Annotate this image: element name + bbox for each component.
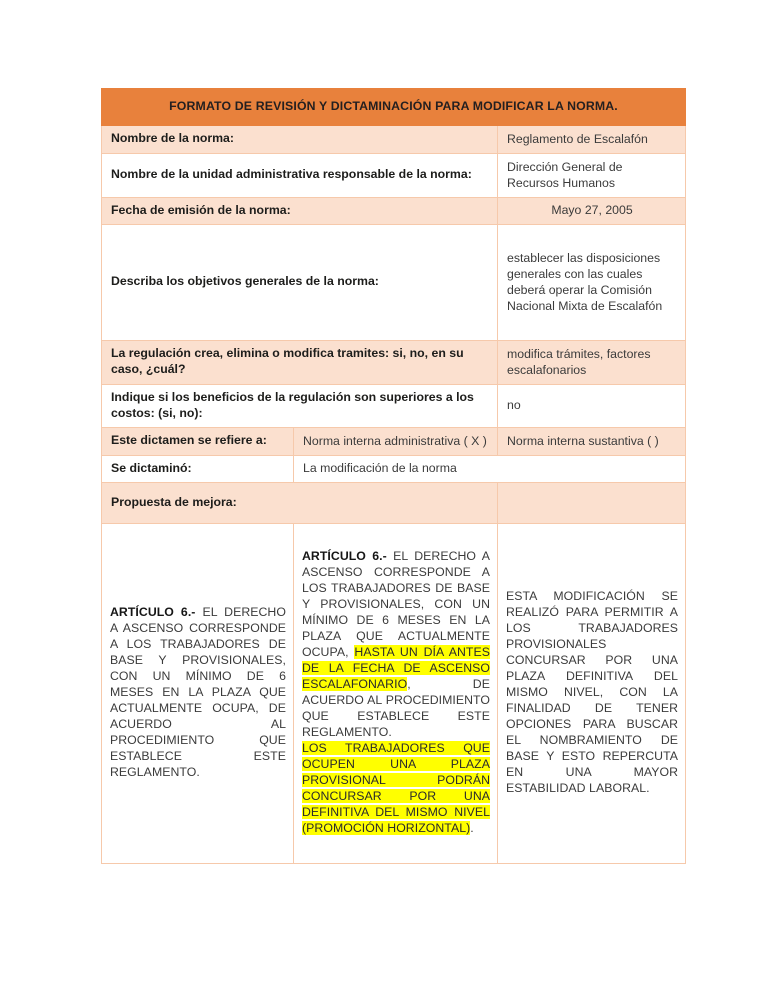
table-row-issue-date [102,197,686,224]
ruling-value: La modificación de la norma [294,455,686,482]
table-row-benefits [102,384,686,427]
norm-name-value: Reglamento de Escalafón [498,125,686,153]
benefits-value: no [498,384,686,427]
proposed-paragraph-2 [302,741,490,837]
table-row-improvement-header [102,482,686,523]
proposed-text-cell [294,523,498,863]
proposed-segment-3: . [470,821,474,836]
proposed-segment-1: EL DERECHO A ASCENSO CORRESPONDE A LOS TRABAJADORES DE BASE Y PROVISIONALES, CON UN MÍNIMO DE 6 MESES EN LA PLAZA QUE ACTUALMENTE OCUPA, [302,549,490,660]
improvement-label: Propuesta de mejora: [102,482,498,523]
table-row-procedures [102,340,686,384]
admin-unit-value: Dirección General de Recursos Humanos [498,153,686,197]
opinion-refers-label: Este dictamen se refiere a: [102,427,294,455]
objectives-label: Describa los objetivos generales de la norma: [102,224,498,340]
table-row-objectives [102,224,686,340]
proposed-highlight-1: HASTA UN DÍA ANTES DE LA FECHA DE ASCENSO ESCALAFONARIO [302,645,490,692]
table-row-opinion-type [102,427,686,455]
table-row-banner [102,89,686,126]
original-paragraph [110,605,286,781]
procedures-value: modifica trámites, factores escalafonarios [498,340,686,384]
justification-text-cell [498,523,686,863]
ruling-label: Se dictaminó: [102,455,294,482]
table-row-comparison [102,523,686,863]
table-row-ruling [102,455,686,482]
norm-revision-form-table [101,88,686,864]
table-row-norm-name [102,125,686,153]
opinion-option-substantive[interactable]: Norma interna sustantiva ( ) [498,427,686,455]
original-article-label: ARTÍCULO 6.- [110,605,196,620]
admin-unit-label: Nombre de la unidad administrativa responsable de la norma: [102,153,498,197]
original-text-cell [102,523,294,863]
objectives-value: establecer las disposiciones generales con las cuales deberá operar la Comisión Nacional Mixta de Escalafón [498,224,686,340]
procedures-label: La regulación crea, elimina o modifica tramites: si, no, en su caso, ¿cuál? [102,340,498,384]
benefits-label: Indique si los beneficios de la regulación son superiores a los costos: (si, no): [102,384,498,427]
opinion-option-administrative[interactable]: Norma interna administrativa ( X ) [294,427,498,455]
justification-paragraph: ESTA MODIFICACIÓN SE REALIZÓ PARA PERMITIR A LOS TRABAJADORES PROVISIONALES CONCURSAR POR UNA PLAZA DEFINITIVA DEL MISMO NIVEL, CON LA FINALIDAD DE TENER OPCIONES PARA BUSCAR EL NOMBRAMIENTO DE BASE Y ESTO REPERCUTA EN UNA MAYOR ESTABILIDAD LABORAL. [506,589,679,796]
norm-name-label: Nombre de la norma: [102,125,498,153]
improvement-header-spacer [498,482,686,523]
proposed-article-label: ARTÍCULO 6.- [302,549,387,564]
table-row-admin-unit [102,153,686,197]
form-banner-title: FORMATO DE REVISIÓN Y DICTAMINACIÓN PARA MODIFICAR LA NORMA. [102,89,686,126]
proposed-highlight-2: LOS TRABAJADORES QUE OCUPEN UNA PLAZA PROVISIONAL PODRÁN CONCURSAR POR UNA DEFINITIVA DEL MISMO NIVEL (PROMOCIÓN HORIZONTAL) [302,741,490,836]
original-article-text: EL DERECHO A ASCENSO CORRESPONDE A LOS TRABAJADORES DE BASE Y PROVISIONALES, CON UN MÍNIMO DE 6 MESES EN LA PLAZA QUE ACTUALMENTE OCUPA, DE ACUERDO AL PROCEDIMIENTO QUE ESTABLECE ESTE REGLAMENTO. [110,605,286,780]
proposed-paragraph-1 [302,549,490,741]
proposed-segment-2: , DE ACUERDO AL PROCEDIMIENTO QUE ESTABLECE ESTE REGLAMENTO. [302,677,490,740]
issue-date-value: Mayo 27, 2005 [498,197,686,224]
issue-date-label: Fecha de emisión de la norma: [102,197,498,224]
